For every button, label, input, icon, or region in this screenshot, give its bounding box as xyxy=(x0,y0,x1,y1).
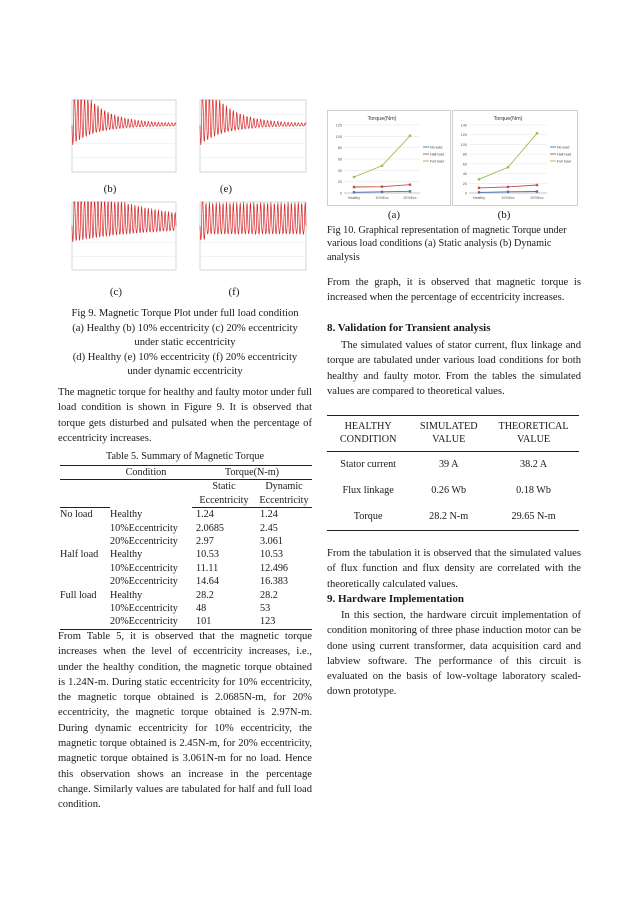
table5-header-condition: Condition xyxy=(60,466,192,480)
table-row xyxy=(327,478,579,504)
y-tick-label: 140 xyxy=(460,123,467,128)
table5-caption: Table 5. Summary of Magnetic Torque xyxy=(106,451,264,462)
data-point xyxy=(409,135,411,137)
table6-theoretical-cell: 29.65 N-m xyxy=(511,511,556,523)
y-tick-label: 0 xyxy=(339,191,342,196)
table-row xyxy=(60,548,312,561)
y-tick-label: 20 xyxy=(337,180,342,185)
fig9-label-e: (e) xyxy=(219,183,233,195)
fig9-label-f: (f) xyxy=(228,286,240,298)
fig9-caption-line: under dynamic eccentricity xyxy=(127,366,243,377)
table5-condition-cell: 10%Eccentricity xyxy=(110,603,178,615)
legend-label: Half load xyxy=(430,152,445,157)
x-tick-label: Healthy xyxy=(472,196,486,200)
torque-waveform-c xyxy=(60,198,180,282)
legend-label: Half load xyxy=(557,152,572,157)
x-tick-label: 10%Ecc xyxy=(501,196,515,200)
table-row xyxy=(60,508,312,522)
fig9-plot-f xyxy=(188,198,310,282)
table-row xyxy=(327,504,579,531)
fig9-plot-e xyxy=(188,96,310,184)
series-line xyxy=(354,136,410,177)
fig9-caption xyxy=(58,307,312,380)
table-row xyxy=(60,589,312,602)
table5-header-static: Static Eccentricity xyxy=(192,480,256,508)
table5-dynamic-cell: 2.45 xyxy=(260,522,278,534)
table5-condition-cell: 20%Eccentricity xyxy=(110,615,192,629)
data-point xyxy=(478,187,480,189)
table5-dynamic-cell: 12.496 xyxy=(260,562,289,574)
table6 xyxy=(327,415,579,531)
torque-waveform-f xyxy=(188,198,310,282)
fig9-label-b: (b) xyxy=(103,183,117,195)
table6-simulated-cell: 0.26 Wb xyxy=(431,485,467,497)
right-paragraph-1: From the graph, it is observed that magnetic torque is increased when the percentage of eccentricity increases. xyxy=(327,277,581,304)
section9-paragraph: In this section, the hardware circuit implementation of condition monitoring of three phase induction motor can be done using current transformer, data acquisition card and labview software. The performance of this circuit is evaluated on the basis of low-voltage laboratory scaled-down prototype. xyxy=(327,610,581,698)
y-tick-label: 0 xyxy=(464,191,467,196)
left-paragraph-1: The magnetic torque for healthy and faulty motor under full load condition is shown in Figure 9. It is observed that torque gets disturbed and pulsated when the percentage of eccentricity increases. xyxy=(58,387,312,444)
table5-static-cell: 1.24 xyxy=(196,509,214,521)
data-point xyxy=(536,132,538,134)
data-point xyxy=(353,186,355,188)
table5-static-cell: 2.97 xyxy=(196,536,214,548)
x-tick-label: 20%Ecc xyxy=(530,196,544,200)
y-tick-label: 120 xyxy=(460,133,467,138)
table5-header-dynamic: Dynamic Eccentricity xyxy=(256,480,312,508)
table-row xyxy=(327,451,579,478)
data-point xyxy=(381,186,383,188)
table5-condition-cell: 10%Eccentricity xyxy=(110,562,178,574)
table6-header-simulated: SIMULATED VALUE xyxy=(419,421,478,446)
x-tick-label: 20%Ecc xyxy=(403,196,417,200)
chart-title: Torque(Nm) xyxy=(493,116,523,122)
table5-header-torque: Torque(N-m) xyxy=(192,466,312,480)
table5-load-cell: No load xyxy=(60,508,110,549)
data-point xyxy=(536,190,538,192)
chart-title: Torque(Nm) xyxy=(367,116,397,122)
table6-simulated-cell: 39 A xyxy=(438,459,459,471)
table5-static-cell: 14.64 xyxy=(196,576,219,588)
table5-static-cell: 10.53 xyxy=(196,549,219,561)
right-paragraph-2: From the tabulation it is observed that the simulated values of flux function and flux density are correlated with the theoretically calculated values. xyxy=(327,548,581,590)
data-point xyxy=(353,191,355,193)
fig9-caption-line: under static eccentricity xyxy=(134,337,236,348)
table6-theoretical-cell: 0.18 Wb xyxy=(516,485,552,497)
y-tick-label: 100 xyxy=(460,142,467,147)
table5-dynamic-cell: 123 xyxy=(256,615,312,629)
fig10-caption: Fig 10. Graphical representation of magnetic Torque under various load conditions (a) Static analysis (b) Dynamic analysis xyxy=(327,225,567,263)
data-point xyxy=(409,184,411,186)
section8-title: 8. Validation for Transient analysis xyxy=(327,322,491,334)
table5-static-cell: 101 xyxy=(192,615,256,629)
torque-waveform-e xyxy=(188,96,310,184)
table5-condition-cell: 20%Eccentricity xyxy=(110,536,178,548)
fig10-chart-b-svg xyxy=(453,111,577,205)
table5-load-cell: Half load xyxy=(60,549,99,561)
legend-label: Full load xyxy=(557,159,571,164)
data-point xyxy=(507,186,509,188)
data-point xyxy=(381,191,383,193)
fig10-chart-a-svg xyxy=(328,111,450,205)
fig10-chart-a xyxy=(327,110,451,206)
data-point xyxy=(507,166,509,168)
left-paragraph-2: From Table 5, it is observed that the magnetic torque increases when the level of eccentricity increases, i.e., under the healthy condition, the magnetic torque obtained is 1.24N-m. During static eccentricity for 10% eccentricity, the magnetic torque obtained is 2.0685N-m, for 20% eccentricity, the magnetic torque obtained is 2.97N-m. During dynamic eccentricity for 10% eccentricity, the magnetic torque obtained is 2.45N-m, for 20% eccentricity, magnetic torque obtained is 3.061N-m for no load. Hence this observation shows an increase in the percentage change. Similarly values are tabulated for half and full load condition. xyxy=(58,631,312,811)
legend-label: No load xyxy=(430,145,443,150)
fig9-plot-b xyxy=(60,96,180,184)
table5-dynamic-cell: 16.383 xyxy=(260,576,289,588)
data-point xyxy=(507,191,509,193)
data-point xyxy=(353,176,355,178)
table5-static-cell: 48 xyxy=(196,603,207,615)
section9-title: 9. Hardware Implementation xyxy=(327,593,464,605)
table5-dynamic-cell: 28.2 xyxy=(260,589,278,601)
legend-label: No load xyxy=(557,145,570,150)
table6-parameter-cell: Torque xyxy=(353,511,383,523)
y-tick-label: 20 xyxy=(462,181,467,186)
y-tick-label: 40 xyxy=(462,172,467,177)
table5-condition-cell: Healthy xyxy=(110,589,143,601)
fig10-chart-b xyxy=(452,110,578,206)
fig9-plot-c xyxy=(60,198,180,282)
table5-static-cell: 11.11 xyxy=(196,562,219,574)
x-tick-label: Healthy xyxy=(347,196,361,200)
table5 xyxy=(60,465,312,630)
table5-dynamic-cell: 10.53 xyxy=(260,549,283,561)
data-point xyxy=(409,190,411,192)
y-tick-label: 60 xyxy=(462,162,467,167)
y-tick-label: 80 xyxy=(462,152,467,157)
data-point xyxy=(381,165,383,167)
table6-theoretical-cell: 38.2 A xyxy=(519,459,548,471)
y-tick-label: 40 xyxy=(337,168,342,173)
table5-load-cell: Full load xyxy=(60,589,110,630)
table5-dynamic-cell: 3.061 xyxy=(260,536,283,548)
y-tick-label: 80 xyxy=(337,146,342,151)
table5-dynamic-cell: 53 xyxy=(260,603,271,615)
section8-paragraph: The simulated values of stator current, flux linkage and torque are tabulated under various load conditions for both healthy and faulty motor. From the tables the simulated values are compared to theoretical values. xyxy=(327,340,581,397)
x-tick-label: 10%Ecc xyxy=(375,196,389,200)
table6-parameter-cell: Flux linkage xyxy=(342,485,394,497)
table6-header-condition: HEALTHY CONDITION xyxy=(339,421,397,446)
table5-condition-cell: Healthy xyxy=(110,549,143,561)
table6-simulated-cell: 28.2 N-m xyxy=(429,511,469,523)
table5-condition-cell: 10%Eccentricity xyxy=(110,522,178,534)
table5-static-cell: 28.2 xyxy=(196,589,214,601)
legend-label: Full load xyxy=(430,159,444,164)
y-tick-label: 100 xyxy=(335,134,342,139)
series-line xyxy=(479,133,537,179)
fig10-label-a: (a) xyxy=(387,209,401,221)
y-tick-label: 60 xyxy=(337,157,342,162)
torque-waveform-b xyxy=(60,96,180,184)
table5-condition-cell: 20%Eccentricity xyxy=(110,576,178,588)
table6-parameter-cell: Stator current xyxy=(340,459,397,471)
table5-condition-cell: Healthy xyxy=(110,508,143,520)
data-point xyxy=(536,184,538,186)
fig9-caption-line: Fig 9. Magnetic Torque Plot under full load condition xyxy=(71,308,299,319)
table5-static-cell: 2.0685 xyxy=(196,522,225,534)
fig9-caption-line: (a) Healthy (b) 10% eccentricity (c) 20% eccentricity xyxy=(72,322,298,334)
table5-dynamic-cell: 1.24 xyxy=(260,509,278,521)
data-point xyxy=(478,178,480,180)
table6-header-theoretical: THEORETICAL VALUE xyxy=(498,421,569,446)
data-point xyxy=(478,191,480,193)
fig10-label-b: (b) xyxy=(497,209,511,221)
fig9-label-c: (c) xyxy=(109,286,123,298)
fig9-caption-line: (d) Healthy (e) 10% eccentricity (f) 20% eccentricity xyxy=(72,351,298,363)
y-tick-label: 120 xyxy=(335,123,342,128)
